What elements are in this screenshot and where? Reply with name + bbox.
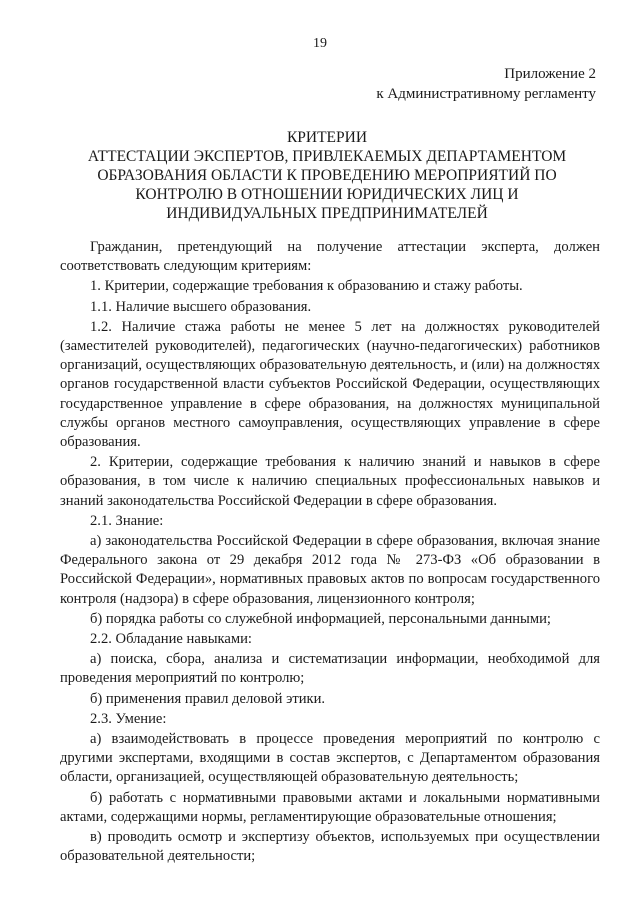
paragraph: 1.1. Наличие высшего образования.	[90, 298, 312, 315]
paragraph: Гражданин, претендующий на получение аттестации эксперта, должен соответствовать следующим критериям:	[60, 239, 600, 275]
paragraph: 1.2. Наличие стажа работы не менее 5 лет на должностях руководителей (заместителей руководителей), педагогических (научно-педагогических) работников организаций, осуществляющих образовательную деятельность, и (или) на должностях органов государственной власти субъектов Российской Федерации, осуществляющих государственное управление в сфере образования, на должностях муниципальной службы органов местного самоуправления, осуществляющих управление в сфере образования.	[60, 318, 600, 451]
paragraph: б) работать с нормативными правовыми актами и локальными нормативными актами, содержащими нормы, регламентирующие образовательные отношения;	[60, 789, 600, 825]
appendix-line-1: Приложение 2	[504, 66, 596, 82]
paragraph: 1. Критерии, содержащие требования к образованию и стажу работы.	[90, 278, 523, 295]
page-number: 19	[313, 36, 327, 51]
paragraph: 2.1. Знание:	[90, 512, 164, 529]
paragraph: 2.3. Умение:	[90, 710, 167, 727]
paragraph: а) поиска, сбора, анализа и систематизации информации, необходимой для проведения мероприятий по контролю;	[60, 651, 600, 687]
appendix-header	[376, 64, 596, 104]
paragraph: б) применения правил деловой этики.	[90, 690, 326, 707]
document-body	[60, 238, 600, 867]
paragraph: а) взаимодействовать в процессе проведения мероприятий по контролю с другими экспертами, входящими в состав экспертов, с Департаментом образования области, организацией, осуществляющей образовательную деятельность;	[60, 731, 600, 786]
paragraph: в) проводить осмотр и экспертизу объектов, используемых при осуществлении образовательной деятельности;	[60, 829, 600, 865]
title-line-1: КРИТЕРИИ	[286, 129, 368, 146]
document-title	[60, 128, 594, 223]
paragraph: 2.2. Обладание навыками:	[90, 631, 252, 648]
title-line-2: АТТЕСТАЦИИ ЭКСПЕРТОВ, ПРИВЛЕКАЕМЫХ ДЕПАРТАМЕНТОМ ОБРАЗОВАНИЯ ОБЛАСТИ К ПРОВЕДЕНИЮ МЕРОПРИЯТИЙ ПО КОНТРОЛЮ В ОТНОШЕНИИ ЮРИДИЧЕСКИХ ЛИЦ И ИНДИВИДУАЛЬНЫХ ПРЕДПРИНИМАТЕЛЕЙ	[87, 148, 567, 222]
paragraph: 2. Критерии, содержащие требования к наличию знаний и навыков в сфере образования, в том числе к наличию специальных профессиональных навыков и знаний законодательства Российской Федерации в сфере образования.	[60, 454, 600, 509]
paragraph: б) порядка работы со служебной информацией, персональными данными;	[90, 610, 551, 627]
paragraph: а) законодательства Российской Федерации в сфере образования, включая знание Федерального закона от 29 декабря 2012 года № 273-ФЗ «Об образовании в Российской Федерации», нормативных правовых актов по вопросам государственного контроля (надзора) в сфере образования, лицензионного контроля;	[60, 533, 600, 607]
appendix-line-2: к Административному регламенту	[376, 86, 596, 102]
